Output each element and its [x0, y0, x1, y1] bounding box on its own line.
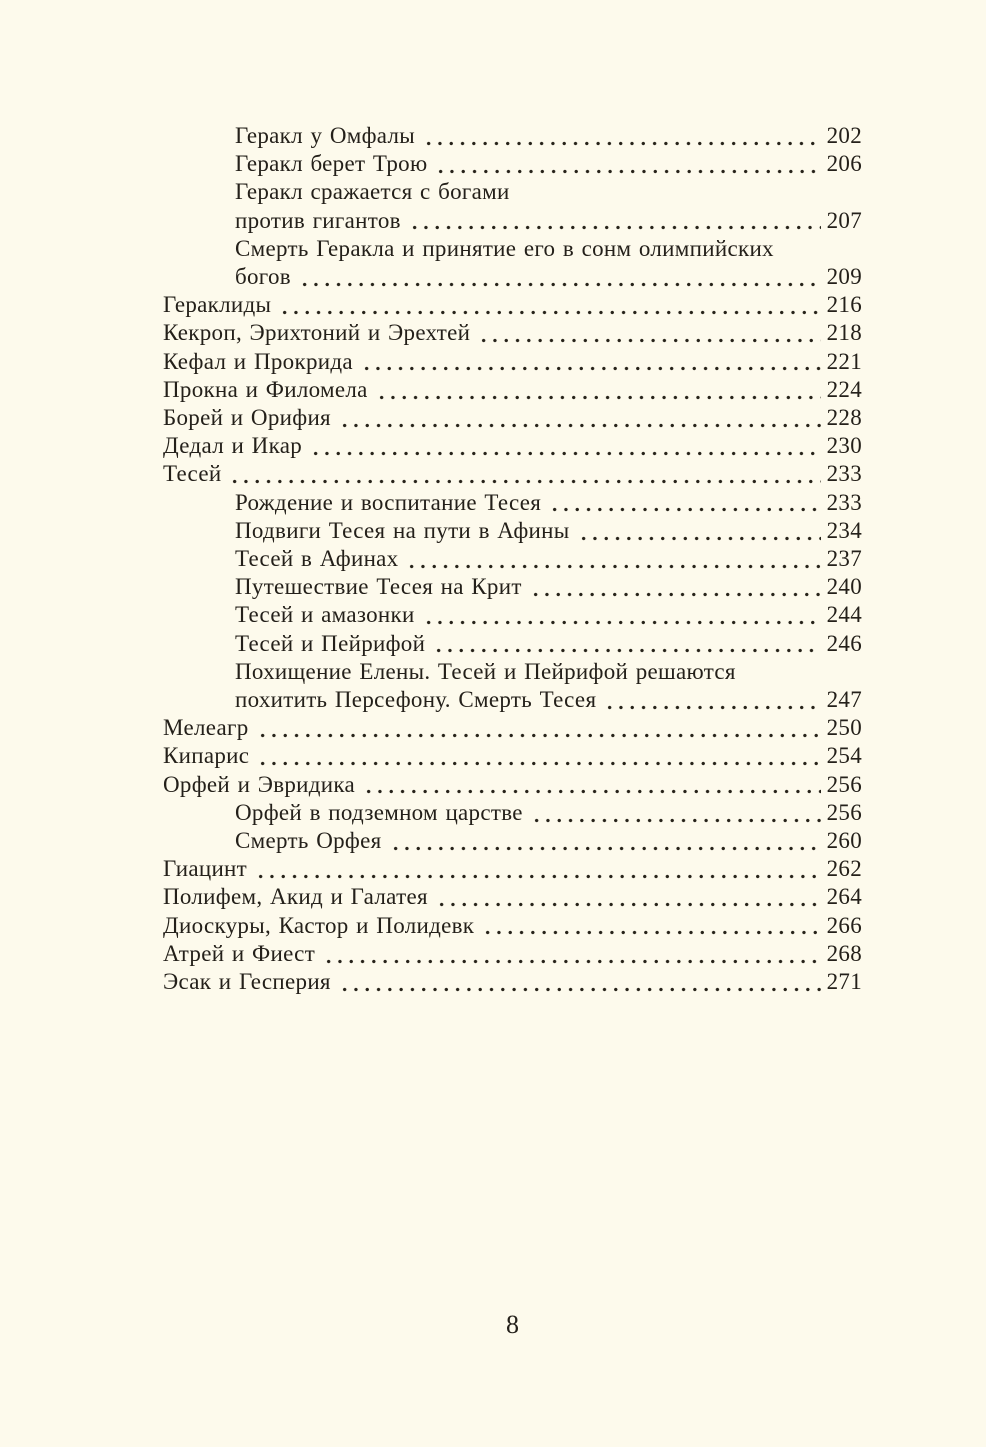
toc-entry-title: Тесей в Афинах — [235, 546, 399, 572]
dot-leader — [482, 930, 820, 935]
toc-entry-line — [163, 291, 862, 319]
dot-leader — [376, 395, 821, 400]
toc-entry-page: 209 — [826, 264, 862, 290]
toc-entry-line — [163, 460, 862, 488]
dot-leader — [530, 592, 821, 597]
toc-entry-title: Мелеагр — [163, 715, 249, 741]
toc-entry-line — [163, 714, 862, 742]
dot-leader — [478, 338, 820, 343]
toc-entry-title: Гиацинт — [163, 856, 248, 882]
dot-leader — [257, 761, 820, 766]
table-of-contents — [163, 122, 862, 996]
dot-leader — [279, 310, 820, 315]
toc-entry-line — [163, 517, 862, 545]
toc-entry-line — [163, 263, 862, 291]
dot-leader — [255, 874, 821, 879]
toc-entry-line — [163, 601, 862, 629]
toc-entry-line — [163, 771, 862, 799]
dot-leader — [433, 648, 820, 653]
toc-entry-line — [163, 573, 862, 601]
toc-entry-title: Смерть Геракла и принятие его в сонм олимпийских — [235, 235, 774, 261]
toc-entry-line — [163, 630, 862, 658]
toc-entry-page: 233 — [826, 461, 862, 487]
toc-entry-page: 216 — [826, 292, 862, 318]
toc-entry-line — [163, 855, 862, 883]
dot-leader — [549, 507, 820, 512]
toc-entry-page: 260 — [826, 828, 862, 854]
toc-entry-title: Тесей — [163, 461, 222, 487]
toc-entry-line — [163, 742, 862, 770]
toc-entry-title: Рождение и воспитание Тесея — [235, 489, 542, 515]
toc-entry-title: Путешествие Тесея на Крит — [235, 574, 522, 600]
toc-entry-page: 256 — [826, 771, 862, 797]
toc-entry-title: Орфей в подземном царстве — [235, 799, 523, 825]
toc-entry-page: 234 — [826, 517, 862, 543]
toc-entry-line — [163, 658, 862, 686]
toc-entry-title: Смерть Орфея — [235, 828, 382, 854]
dot-leader — [299, 282, 821, 287]
toc-entry-line — [163, 404, 862, 432]
toc-entry-title: Диоскуры, Кастор и Полидевк — [163, 912, 475, 938]
toc-entry-line — [163, 968, 862, 996]
toc-entry-title: Подвиги Тесея на пути в Афины — [235, 517, 570, 543]
toc-entry-line — [163, 489, 862, 517]
toc-entry-page: 250 — [826, 715, 862, 741]
dot-leader — [604, 705, 820, 710]
toc-entry-line — [163, 686, 862, 714]
toc-entry-page: 207 — [826, 207, 862, 233]
toc-entry-line — [163, 827, 862, 855]
toc-entry-page: 256 — [826, 799, 862, 825]
toc-entry-page: 237 — [826, 546, 862, 572]
toc-entry-line — [163, 319, 862, 347]
dot-leader — [323, 959, 821, 964]
dot-leader — [390, 846, 821, 851]
toc-entry-title: Дедал и Икар — [163, 433, 303, 459]
toc-entry-line — [163, 348, 862, 376]
toc-entry-title: Кекроп, Эрихтоний и Эрехтей — [163, 320, 471, 346]
toc-entry-title: Похищение Елены. Тесей и Пейрифой решаются — [235, 658, 736, 684]
toc-entry-line — [163, 940, 862, 968]
toc-entry-page: 228 — [826, 405, 862, 431]
toc-entry-title: Геракл у Омфалы — [235, 123, 416, 148]
toc-entry-page: 271 — [826, 969, 862, 995]
toc-entry-title: Геракл берет Трою — [235, 151, 428, 177]
toc-entry-page: 230 — [826, 433, 862, 459]
toc-entry-line — [163, 376, 862, 404]
toc-entry-page: 202 — [826, 123, 862, 148]
dot-leader — [436, 902, 821, 907]
dot-leader — [578, 536, 821, 541]
toc-entry-page: 224 — [826, 376, 862, 402]
toc-entry-line — [163, 235, 862, 263]
toc-entry-title: Атрей и Фиест — [163, 940, 316, 966]
toc-entry-title: богов — [235, 264, 291, 290]
toc-entry-page: 268 — [826, 940, 862, 966]
toc-entry-page: 206 — [826, 151, 862, 177]
toc-entry-title: Прокна и Филомела — [163, 376, 368, 402]
toc-entry-line — [163, 178, 862, 206]
toc-entry-page: 262 — [826, 856, 862, 882]
toc-entry-page: 254 — [826, 743, 862, 769]
toc-entry-line — [163, 150, 862, 178]
dot-leader — [229, 479, 820, 484]
dot-leader — [423, 141, 821, 146]
toc-entry-page: 240 — [826, 574, 862, 600]
toc-entry-line — [163, 545, 862, 573]
dot-leader — [339, 423, 821, 428]
toc-entry-line — [163, 207, 862, 235]
toc-entry-title: Геракл сражается с богами — [235, 179, 510, 205]
toc-entry-page: 221 — [826, 348, 862, 374]
toc-entry-title: Кефал и Прокрида — [163, 348, 353, 374]
toc-entry-title: Орфей и Эвридика — [163, 771, 356, 797]
dot-leader — [406, 564, 820, 569]
toc-entry-title: Тесей и амазонки — [235, 602, 415, 628]
toc-entry-page: 266 — [826, 912, 862, 938]
toc-entry-title: похитить Персефону. Смерть Тесея — [235, 687, 597, 713]
toc-entry-title: Тесей и Пейрифой — [235, 630, 426, 656]
dot-leader — [409, 225, 821, 230]
dot-leader — [257, 733, 821, 738]
toc-entry-line — [163, 799, 862, 827]
toc-entry-title: Эсак и Гесперия — [163, 969, 331, 995]
dot-leader — [310, 451, 821, 456]
toc-entry-page: 264 — [826, 884, 862, 910]
toc-entry-page: 218 — [826, 320, 862, 346]
toc-entry-page: 233 — [826, 489, 862, 515]
dot-leader — [339, 987, 821, 992]
toc-entry-title: против гигантов — [235, 207, 401, 233]
toc-entry-title: Борей и Орифия — [163, 405, 331, 431]
dot-leader — [423, 620, 821, 625]
dot-leader — [531, 818, 821, 823]
dot-leader — [363, 789, 821, 794]
toc-entry-page: 244 — [826, 602, 862, 628]
dot-leader — [361, 366, 821, 371]
toc-entry-title: Полифем, Акид и Галатея — [163, 884, 428, 910]
toc-entry-line — [163, 122, 862, 150]
toc-entry-title: Кипарис — [163, 743, 250, 769]
dot-leader — [435, 169, 820, 174]
toc-entry-page: 246 — [826, 630, 862, 656]
toc-entry-line — [163, 883, 862, 911]
toc-entry-line — [163, 432, 862, 460]
toc-entry-line — [163, 912, 862, 940]
page-number: 8 — [506, 1310, 519, 1339]
toc-entry-title: Гераклиды — [163, 292, 272, 318]
toc-entry-page: 247 — [826, 687, 862, 713]
